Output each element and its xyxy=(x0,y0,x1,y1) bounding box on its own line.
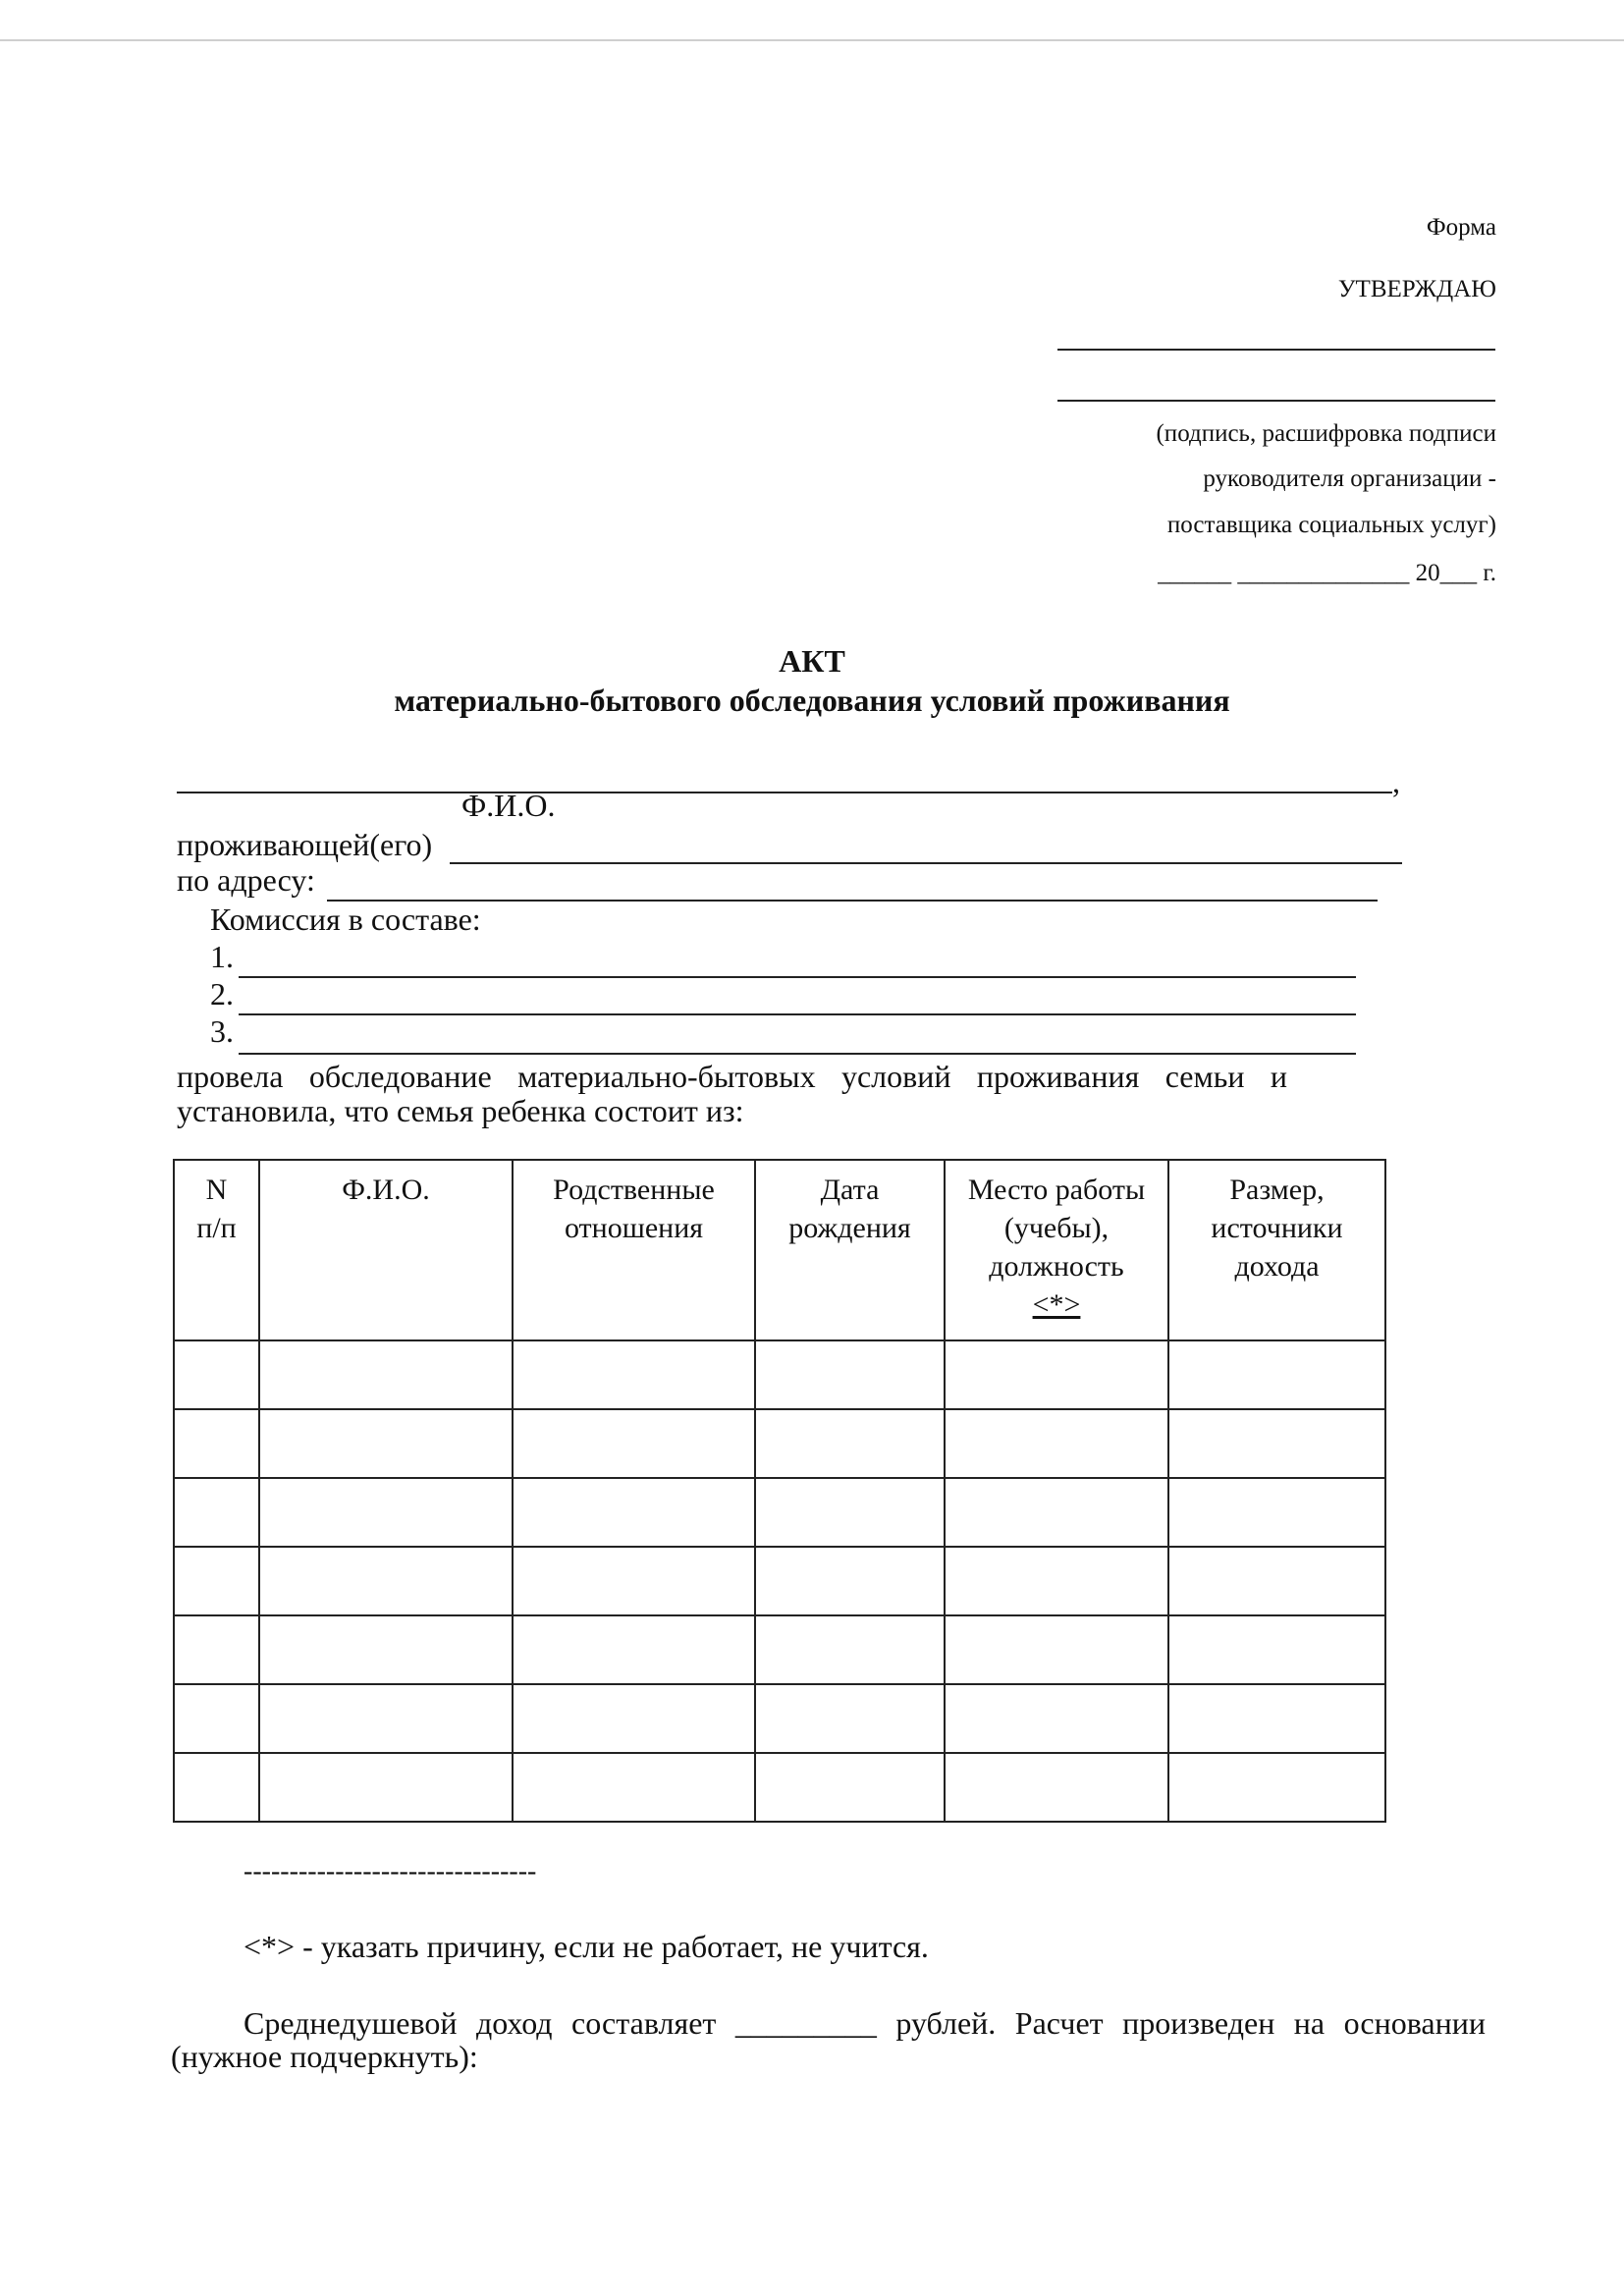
scan-edge xyxy=(0,39,1624,41)
header-relationship-line-2: отношения xyxy=(564,1212,704,1244)
form-label: Форма xyxy=(1426,214,1496,241)
column-header-full-name xyxy=(259,1160,513,1340)
header-full-name-line-1: Ф.И.О. xyxy=(342,1174,430,1206)
commission-label: Комиссия в составе: xyxy=(210,902,481,937)
signature-note-2: руководителя организации - xyxy=(1203,465,1496,492)
header-birth-date-line-2: рождения xyxy=(788,1212,911,1244)
column-header-number xyxy=(174,1160,259,1340)
table-cell[interactable] xyxy=(945,1753,1168,1822)
column-header-relationship xyxy=(513,1160,755,1340)
table-cell[interactable] xyxy=(174,1547,259,1615)
table-cell[interactable] xyxy=(259,1615,513,1684)
table-cell[interactable] xyxy=(1168,1409,1385,1478)
table-cell[interactable] xyxy=(945,1547,1168,1615)
table-cell[interactable] xyxy=(1168,1340,1385,1409)
address-field-line[interactable] xyxy=(327,900,1378,902)
table-cell[interactable] xyxy=(513,1478,755,1547)
footnote-reference-link[interactable]: <*> xyxy=(1032,1288,1081,1321)
member-number-2: 2. xyxy=(210,976,234,1011)
member-number-1: 1. xyxy=(210,939,234,974)
table-row xyxy=(174,1547,1385,1615)
table-cell[interactable] xyxy=(174,1478,259,1547)
table-cell[interactable] xyxy=(945,1340,1168,1409)
column-header-workplace xyxy=(945,1160,1168,1340)
member-line-2[interactable] xyxy=(239,1013,1356,1015)
footnote-separator: -------------------------------- xyxy=(244,1856,537,1886)
header-workplace-line-1: Место работы xyxy=(967,1174,1146,1206)
name-field-line[interactable] xyxy=(177,792,1392,793)
header-number-line-1: N xyxy=(205,1174,228,1206)
signature-note-1: (подпись, расшифровка подписи xyxy=(1156,420,1496,447)
approver-line-1[interactable] xyxy=(1057,349,1495,351)
table-cell[interactable] xyxy=(259,1409,513,1478)
document-title: АКТ xyxy=(779,643,845,679)
table-cell[interactable] xyxy=(174,1615,259,1684)
footnote-text: <*> - указать причину, если не работает, не учится. xyxy=(244,1929,929,1964)
approver-line-2[interactable] xyxy=(1057,400,1495,402)
member-line-1[interactable] xyxy=(239,976,1356,978)
header-income-line-3: дохода xyxy=(1234,1250,1320,1283)
table-cell[interactable] xyxy=(259,1684,513,1753)
table-cell[interactable] xyxy=(259,1753,513,1822)
table-cell[interactable] xyxy=(755,1340,945,1409)
header-income-line-2: источники xyxy=(1211,1212,1343,1244)
table-cell[interactable] xyxy=(1168,1478,1385,1547)
name-comma: , xyxy=(1392,764,1400,799)
table-cell[interactable] xyxy=(174,1409,259,1478)
table-cell[interactable] xyxy=(755,1615,945,1684)
income-text-line-2: (нужное подчеркнуть): xyxy=(171,2039,478,2074)
document-subtitle: материально-бытового обследования условий проживания xyxy=(394,683,1230,718)
table-cell[interactable] xyxy=(174,1753,259,1822)
member-number-3: 3. xyxy=(210,1013,234,1049)
table-row xyxy=(174,1684,1385,1753)
column-header-birth-date xyxy=(755,1160,945,1340)
table-cell[interactable] xyxy=(945,1615,1168,1684)
survey-text-line-1: провела обследование материально-бытовых условий проживания семьи и xyxy=(177,1059,1287,1094)
table-row xyxy=(174,1478,1385,1547)
table-cell[interactable] xyxy=(513,1409,755,1478)
approval-date[interactable]: ______ ______________ 20___ г. xyxy=(1158,560,1496,586)
table-cell[interactable] xyxy=(513,1547,755,1615)
signature-note-3: поставщика социальных услуг) xyxy=(1166,512,1496,538)
table-cell[interactable] xyxy=(259,1340,513,1409)
table-cell[interactable] xyxy=(1168,1753,1385,1822)
residing-label: проживающей(его) xyxy=(177,827,433,862)
table-cell[interactable] xyxy=(513,1684,755,1753)
residing-field-line[interactable] xyxy=(450,862,1402,864)
table-cell[interactable] xyxy=(513,1340,755,1409)
table-cell[interactable] xyxy=(1168,1615,1385,1684)
table-row xyxy=(174,1340,1385,1409)
table-cell[interactable] xyxy=(755,1478,945,1547)
table-cell[interactable] xyxy=(513,1615,755,1684)
table-cell[interactable] xyxy=(755,1753,945,1822)
table-row xyxy=(174,1753,1385,1822)
table-cell[interactable] xyxy=(513,1753,755,1822)
header-workplace-line-3: должность xyxy=(989,1250,1124,1283)
table-cell[interactable] xyxy=(755,1409,945,1478)
header-relationship-line-1: Родственные xyxy=(553,1174,715,1206)
table-cell[interactable] xyxy=(945,1478,1168,1547)
table-cell[interactable] xyxy=(945,1684,1168,1753)
header-workplace-line-2: (учебы), xyxy=(1003,1212,1110,1244)
table-cell[interactable] xyxy=(755,1684,945,1753)
table-header-row xyxy=(174,1160,1385,1340)
table-cell[interactable] xyxy=(174,1684,259,1753)
member-line-3[interactable] xyxy=(239,1053,1356,1055)
table-cell[interactable] xyxy=(1168,1684,1385,1753)
table-cell[interactable] xyxy=(259,1547,513,1615)
address-label: по адресу: xyxy=(177,862,315,898)
table-cell[interactable] xyxy=(755,1547,945,1615)
survey-text-line-2: установила, что семья ребенка состоит из: xyxy=(177,1093,744,1128)
approve-label: УТВЕРЖДАЮ xyxy=(1337,276,1496,302)
table-cell[interactable] xyxy=(945,1409,1168,1478)
table-cell[interactable] xyxy=(259,1478,513,1547)
family-composition-table xyxy=(173,1159,1386,1823)
header-income-line-1: Размер, xyxy=(1229,1174,1325,1206)
header-number-line-2: п/п xyxy=(196,1212,237,1244)
table-row xyxy=(174,1409,1385,1478)
name-caption: Ф.И.О. xyxy=(461,788,556,823)
table-cell[interactable] xyxy=(174,1340,259,1409)
table-row xyxy=(174,1615,1385,1684)
column-header-income xyxy=(1168,1160,1385,1340)
income-text-line-1: Среднедушевой доход составляет _________ рублей. Расчет произведен на основании xyxy=(244,2005,1486,2041)
table-cell[interactable] xyxy=(1168,1547,1385,1615)
header-birth-date-line-1: Дата xyxy=(820,1174,880,1206)
